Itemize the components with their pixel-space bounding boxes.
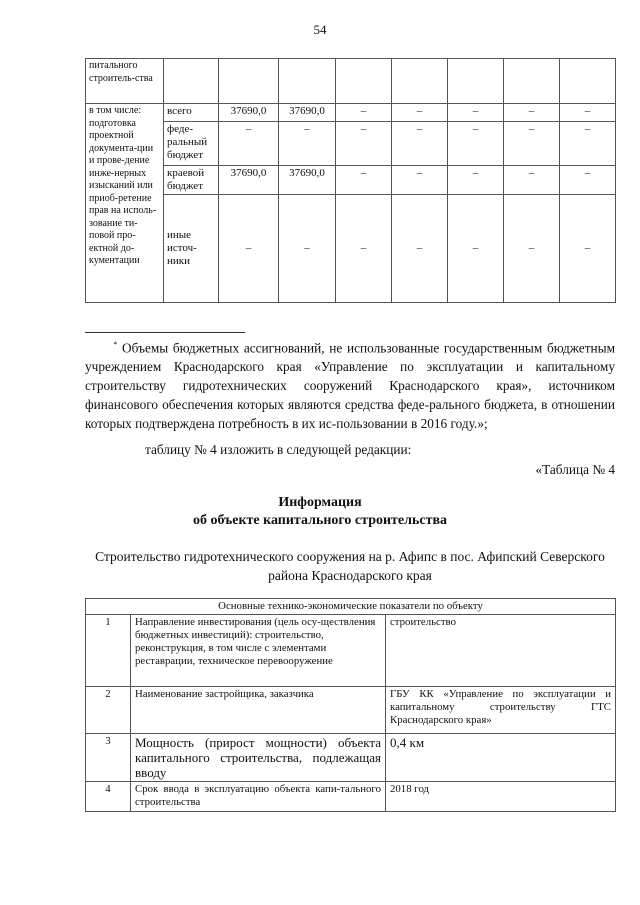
cell-value: –	[219, 195, 279, 303]
funding-table	[85, 58, 616, 303]
cell-value: –	[392, 195, 448, 303]
cell-value: –	[448, 122, 504, 166]
table-row	[86, 734, 616, 782]
source-label: всего	[164, 104, 219, 122]
table-row	[86, 104, 616, 122]
cell-value: –	[336, 166, 392, 195]
row-number: 4	[86, 782, 131, 812]
row-label: в том числе: подготовка проектной документа-ции и прове-дение инже-нерных изысканий или приоб-ретение прав на исполь-зование ти-повой про-ектной до-кументации	[86, 104, 164, 303]
cell-value: –	[392, 166, 448, 195]
source-label: краевой бюджет	[164, 166, 219, 195]
table-label: «Таблица № 4	[535, 462, 615, 477]
source-label: иные источ-ники	[164, 195, 219, 303]
cell-value: –	[448, 195, 504, 303]
cell-value: –	[392, 104, 448, 122]
instruction-text: таблицу № 4 изложить в следующей редакции:	[145, 442, 412, 457]
cell-value: –	[504, 104, 560, 122]
cell-value: 37690,0	[219, 166, 279, 195]
object-name: Строительство гидротехнического сооружения на р. Афипс в пос. Афипский Северского района Краснодарского края	[95, 549, 605, 583]
cell-value: –	[336, 122, 392, 166]
table-row	[86, 166, 616, 195]
cell-value: 37690,0	[219, 104, 279, 122]
row-parameter: Направление инвестирования (цель осу-ществления бюджетных инвестиций): строительство, реконструкция, в том числе с элементами реставрации, техническое перевооружение	[131, 615, 386, 687]
row-value: 2018 год	[386, 782, 616, 812]
cell-value: –	[448, 166, 504, 195]
cell-value: –	[560, 195, 616, 303]
cell-value: –	[279, 195, 336, 303]
row-parameter: Наименование застройщика, заказчика	[131, 687, 386, 734]
cell-value: –	[279, 122, 336, 166]
cell-value: 37690,0	[279, 104, 336, 122]
row-number: 3	[86, 734, 131, 782]
row-number: 2	[86, 687, 131, 734]
row-parameter: Мощность (прирост мощности) объекта капитального строительства, подлежащая вводу	[131, 734, 386, 782]
row-parameter: Срок ввода в эксплуатацию объекта капи-тального строительства	[131, 782, 386, 812]
page-number: 54	[313, 22, 327, 37]
cell-value: 37690,0	[279, 166, 336, 195]
table-row	[86, 615, 616, 687]
row-label: питального строитель-ства	[86, 59, 164, 104]
row-value: 0,4 км	[386, 734, 616, 782]
cell-value: –	[560, 166, 616, 195]
cell-value: –	[504, 122, 560, 166]
footnote-text: Объемы бюджетных ассигнований, не использованные государственным бюджетным учреждением Краснодарского края «Управление по эксплуатации и капитальному строительству гидротехнических сооружений Краснодарского края», источником финансового обеспечения которых являются средства феде-рального бюджета, в отношении которых подтверждена потребность в их ис-пользовании в 2016 году.»;	[85, 340, 615, 432]
cell-value: –	[448, 104, 504, 122]
info-table	[85, 598, 616, 812]
heading-subtitle: об объекте капитального строительства	[192, 513, 448, 528]
footnote-mark: *	[113, 340, 118, 349]
row-value: строительство	[386, 615, 616, 687]
cell-value: –	[504, 166, 560, 195]
row-value: ГБУ КК «Управление по эксплуатации и капитальному строительству ГТС Краснодарского края»	[386, 687, 616, 734]
cell-value: –	[336, 104, 392, 122]
cell-value: –	[392, 122, 448, 166]
table-row	[86, 687, 616, 734]
cell-value: –	[219, 122, 279, 166]
table-row	[86, 782, 616, 812]
cell-value: –	[336, 195, 392, 303]
source-label: феде-ральный бюджет	[164, 122, 219, 166]
table-row	[86, 195, 616, 303]
table-row	[86, 122, 616, 166]
table-row	[86, 59, 616, 104]
table-header: Основные технико-экономические показатели по объекту	[86, 599, 616, 615]
cell-value: –	[504, 195, 560, 303]
heading-title: Информация	[278, 495, 362, 510]
cell-value: –	[560, 104, 616, 122]
row-number: 1	[86, 615, 131, 687]
table-header-row	[86, 599, 616, 615]
cell-value: –	[560, 122, 616, 166]
footnote-divider	[85, 332, 245, 333]
footnote	[85, 335, 615, 433]
